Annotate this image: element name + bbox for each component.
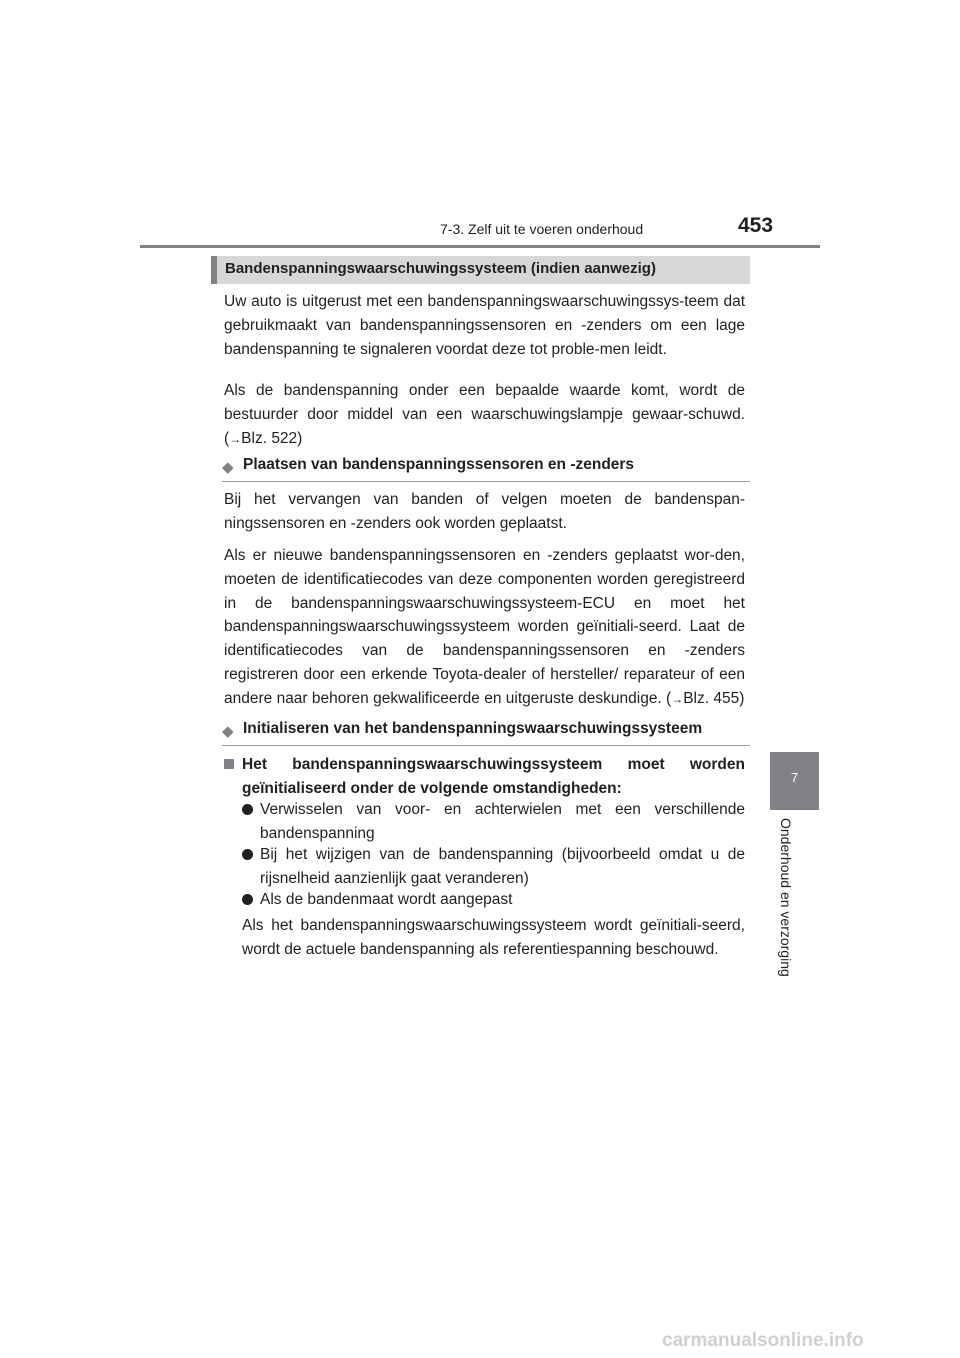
intro-paragraph-1: Uw auto is uitgerust met een bandenspanningswaarschuwingssys-teem dat gebruikmaakt van bandenspanningssensoren en -zenders om een lage bandenspanning te signaleren voordat deze tot proble-men leidt. bbox=[224, 293, 745, 358]
section-title-bar bbox=[211, 256, 750, 284]
header-divider bbox=[140, 245, 820, 248]
page-number: 453 bbox=[738, 214, 774, 237]
sensors-paragraph-1: Bij het vervangen van banden of velgen moeten de bandenspan-ningssensoren en -zenders ook worden geplaatst. bbox=[224, 491, 745, 532]
list-item bbox=[242, 843, 745, 891]
chapter-tab-number: 7 bbox=[790, 770, 799, 785]
subsection-title-sensors: Plaatsen van bandenspanningssensoren en -zenders bbox=[243, 456, 635, 473]
list-item bbox=[242, 888, 745, 912]
page-reference-455[interactable]: Blz. 455) bbox=[683, 689, 745, 707]
diamond-icon: ◆ bbox=[222, 459, 234, 476]
bullet-dot-icon bbox=[242, 894, 253, 905]
list-item-text: Bij het wijzigen van de bandenspanning (bijvoorbeeld omdat u de rijsnelheid aanzienlijk gaat veranderen) bbox=[260, 846, 745, 887]
watermark: carmanualsonline.info bbox=[662, 1330, 864, 1351]
header-section-title: 7-3. Zelf uit te voeren onderhoud bbox=[440, 221, 644, 237]
chapter-tab bbox=[770, 752, 819, 810]
bullet-dot-icon bbox=[242, 849, 253, 860]
intro-paragraph-2-text: Als de bandenspanning onder een bepaalde waarde komt, wordt de bestuurder door middel van een waarschuwingslampje gewaar-schuwd. ( bbox=[224, 382, 745, 447]
bold-heading-block bbox=[224, 753, 745, 801]
bold-heading: Het bandenspanningswaarschuwingssysteem moet worden geïnitialiseerd onder de volgende omstandigheden: bbox=[242, 756, 745, 797]
sensors-paragraph-2-text: Als er nieuwe bandenspanningssensoren en -zenders geplaatst wor-den, moeten de identificatiecodes van deze componenten worden geregistreerd in de bandenspanningswaarschuwingssysteem-ECU en moet het bandenspanningswaarschuwingssysteem worden geïnitiali-seerd. Laat de identificatiecodes van de bandenspanningssensoren en -zenders registreren door een erkende Toyota-dealer of hersteller/ reparateur of een andere naar behoren gekwalificeerde en uitgeruste deskundige. ( bbox=[224, 547, 745, 707]
subsection-title-initialize: Initialiseren van het bandenspanningswaarschuwingssysteem bbox=[243, 720, 703, 737]
bullet-dot-icon bbox=[242, 804, 253, 815]
square-bullet-icon bbox=[224, 759, 234, 769]
section-bar-accent bbox=[211, 256, 217, 284]
list-item-text: Als de bandenmaat wordt aangepast bbox=[260, 891, 513, 908]
list-item-text: Verwisselen van voor- en achterwielen met een verschillende bandenspanning bbox=[260, 801, 745, 842]
sensors-paragraph-2 bbox=[224, 544, 745, 712]
section-title: Bandenspanningswaarschuwingssysteem (indien aanwezig) bbox=[225, 260, 656, 277]
page-reference-522[interactable]: Blz. 522) bbox=[241, 429, 303, 447]
intro-paragraph-2 bbox=[224, 379, 745, 451]
arrow-icon: → bbox=[671, 691, 684, 706]
subsection-divider bbox=[222, 481, 750, 482]
diamond-icon: ◆ bbox=[222, 723, 234, 740]
list-item bbox=[242, 798, 745, 846]
closing-paragraph: Als het bandenspanningswaarschuwingssysteem wordt geïnitiali-seerd, wordt de actuele bandenspanning als referentiespanning beschouwd. bbox=[242, 917, 745, 958]
chapter-tab-label: Onderhoud en verzorging bbox=[778, 818, 794, 977]
arrow-icon: → bbox=[229, 431, 242, 446]
subsection-divider bbox=[222, 745, 750, 746]
